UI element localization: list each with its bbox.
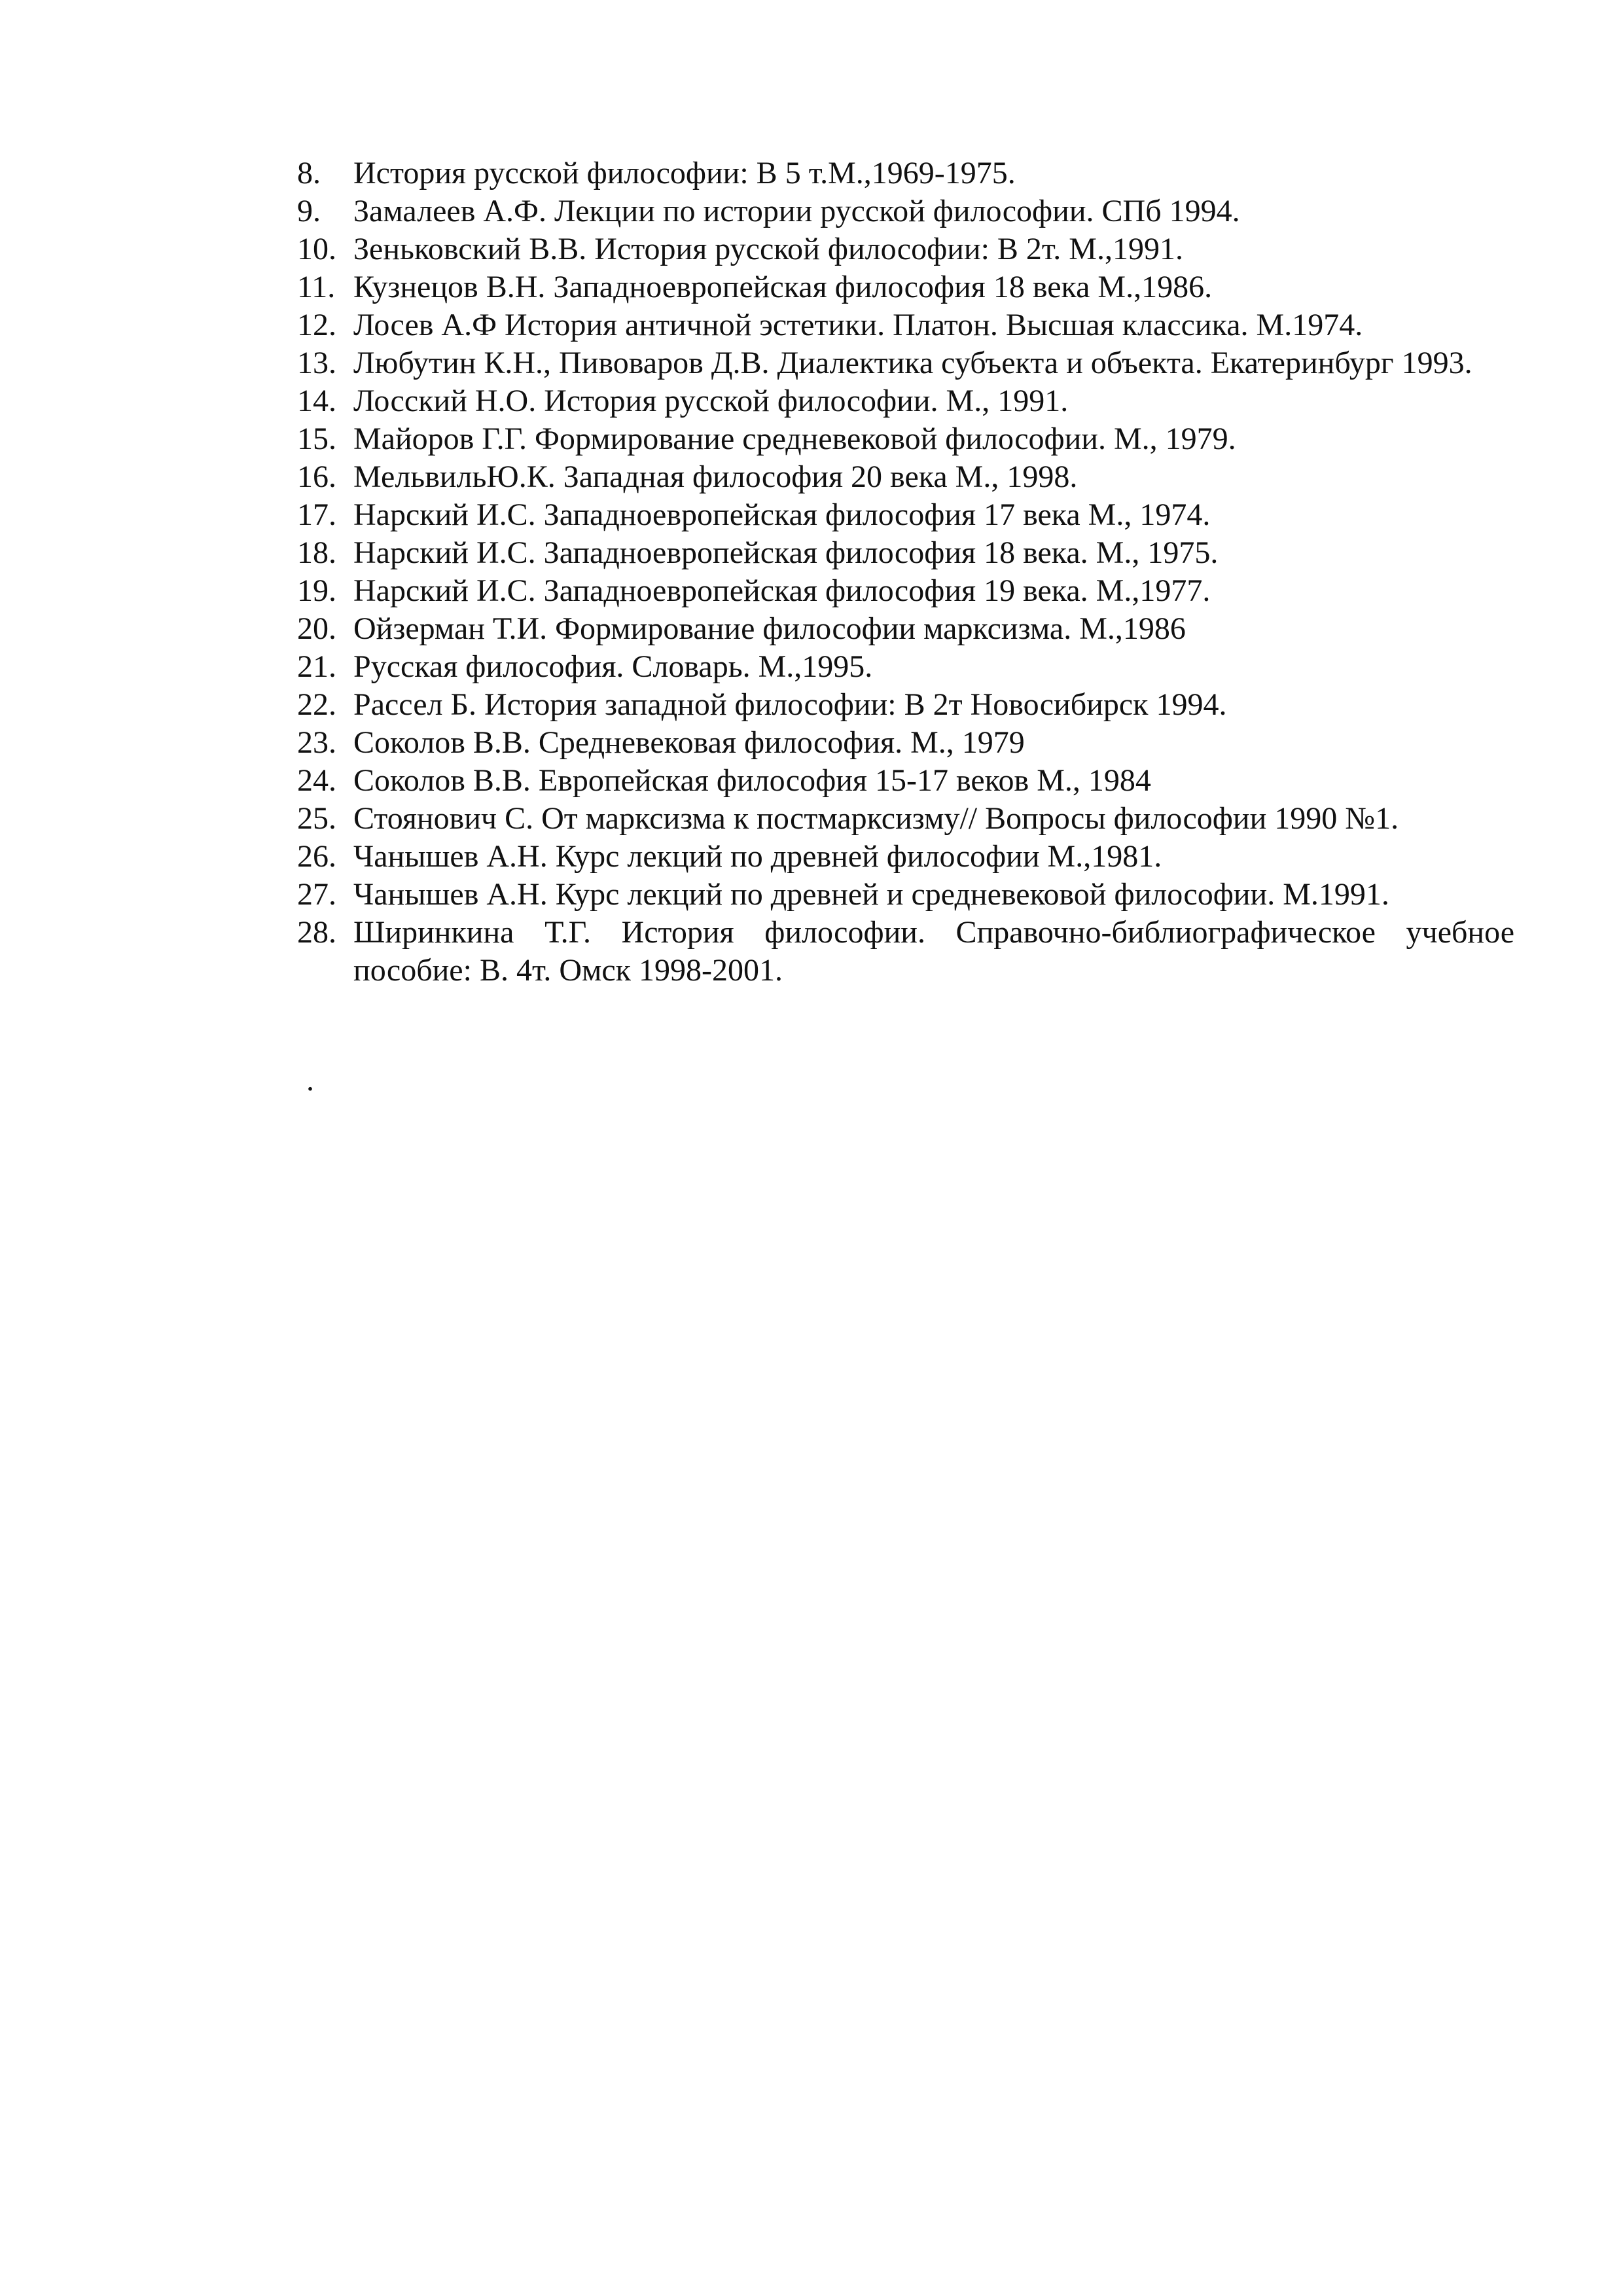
item-number: 12. (297, 308, 336, 342)
item-number: 25. (297, 801, 336, 836)
item-text: Соколов В.В. Средневековая философия. М., 1979 (353, 725, 1025, 760)
item-text: Ойзерман Т.И. Формирование философии марксизма. М.,1986 (353, 611, 1186, 646)
item-number: 21. (297, 649, 336, 684)
item-number: 22. (297, 687, 336, 722)
bibliography-item (297, 192, 1514, 230)
item-text: Чанышев А.Н. Курс лекций по древней и средневековой философии. М.1991. (353, 877, 1389, 912)
item-text: Ширинкина Т.Г. История философии. Справочно-библиографическое учебное пособие: В. 4т. Омск 1998-2001. (353, 915, 1514, 988)
bibliography-item (297, 458, 1514, 496)
item-text: Чанышев А.Н. Курс лекций по древней философии М.,1981. (353, 839, 1162, 874)
item-text: Кузнецов В.Н. Западноевропейская философия 18 века М.,1986. (353, 270, 1213, 304)
bibliography-item (297, 838, 1514, 876)
item-text: Нарский И.С. Западноевропейская философия 19 века. М.,1977. (353, 573, 1211, 608)
item-number: 26. (297, 839, 336, 874)
item-number: 16. (297, 459, 336, 494)
item-text: Нарский И.С. Западноевропейская философия 18 века. М., 1975. (353, 535, 1219, 570)
item-number: 8. (297, 156, 321, 190)
item-number: 14. (297, 384, 336, 418)
item-number: 24. (297, 763, 336, 798)
bibliography-item (297, 230, 1514, 268)
item-number: 18. (297, 535, 336, 570)
item-text: История русской философии: В 5 т.М.,1969-1975. (353, 156, 1016, 190)
item-text: Нарский И.С. Западноевропейская философия 17 века М., 1974. (353, 497, 1211, 532)
item-number: 13. (297, 346, 336, 380)
item-text: Стоянович С. От марксизма к постмарксизму// Вопросы философии 1990 №1. (353, 801, 1399, 836)
item-number: 15. (297, 422, 336, 456)
item-number: 11. (297, 270, 336, 304)
bibliography-item (297, 496, 1514, 534)
bibliography-item (297, 306, 1514, 344)
bibliography-list (297, 154, 1514, 990)
bibliography-item (297, 572, 1514, 610)
item-text: Соколов В.В. Европейская философия 15-17 веков М., 1984 (353, 763, 1151, 798)
item-number: 23. (297, 725, 336, 760)
item-text: Лосский Н.О. История русской философии. М., 1991. (353, 384, 1069, 418)
bibliography-item (297, 800, 1514, 838)
bibliography-item (297, 610, 1514, 648)
item-number: 17. (297, 497, 336, 532)
item-text: МельвильЮ.К. Западная философия 20 века М., 1998. (353, 459, 1078, 494)
item-text: Любутин К.Н., Пивоваров Д.В. Диалектика субъекта и объекта. Екатеринбург 1993. (353, 346, 1472, 380)
item-text: Русская философия. Словарь. М.,1995. (353, 649, 873, 684)
item-text: Майоров Г.Г. Формирование средневековой философии. М., 1979. (353, 422, 1236, 456)
item-text: Зеньковский В.В. История русской философии: В 2т. М.,1991. (353, 232, 1183, 266)
bibliography-item (297, 534, 1514, 572)
bibliography-item (297, 344, 1514, 382)
bibliography-item (297, 268, 1514, 306)
bibliography-item (297, 876, 1514, 914)
item-number: 19. (297, 573, 336, 608)
bibliography-item (297, 914, 1514, 990)
item-number: 10. (297, 232, 336, 266)
item-text: Замалеев А.Ф. Лекции по истории русской философии. СПб 1994. (353, 194, 1240, 228)
item-text: Рассел Б. История западной философии: В 2т Новосибирск 1994. (353, 687, 1227, 722)
item-number: 20. (297, 611, 336, 646)
item-text: Лосев А.Ф История античной эстетики. Платон. Высшая классика. М.1974. (353, 308, 1363, 342)
bibliography-item (297, 724, 1514, 762)
bibliography-item (297, 420, 1514, 458)
item-number: 9. (297, 194, 321, 228)
item-number: 27. (297, 877, 336, 912)
trailing-period: . (306, 1063, 314, 1098)
bibliography-item (297, 154, 1514, 192)
bibliography-item (297, 686, 1514, 724)
bibliography-item (297, 382, 1514, 420)
item-number: 28. (297, 915, 336, 950)
bibliography-item (297, 648, 1514, 686)
bibliography-item (297, 762, 1514, 800)
